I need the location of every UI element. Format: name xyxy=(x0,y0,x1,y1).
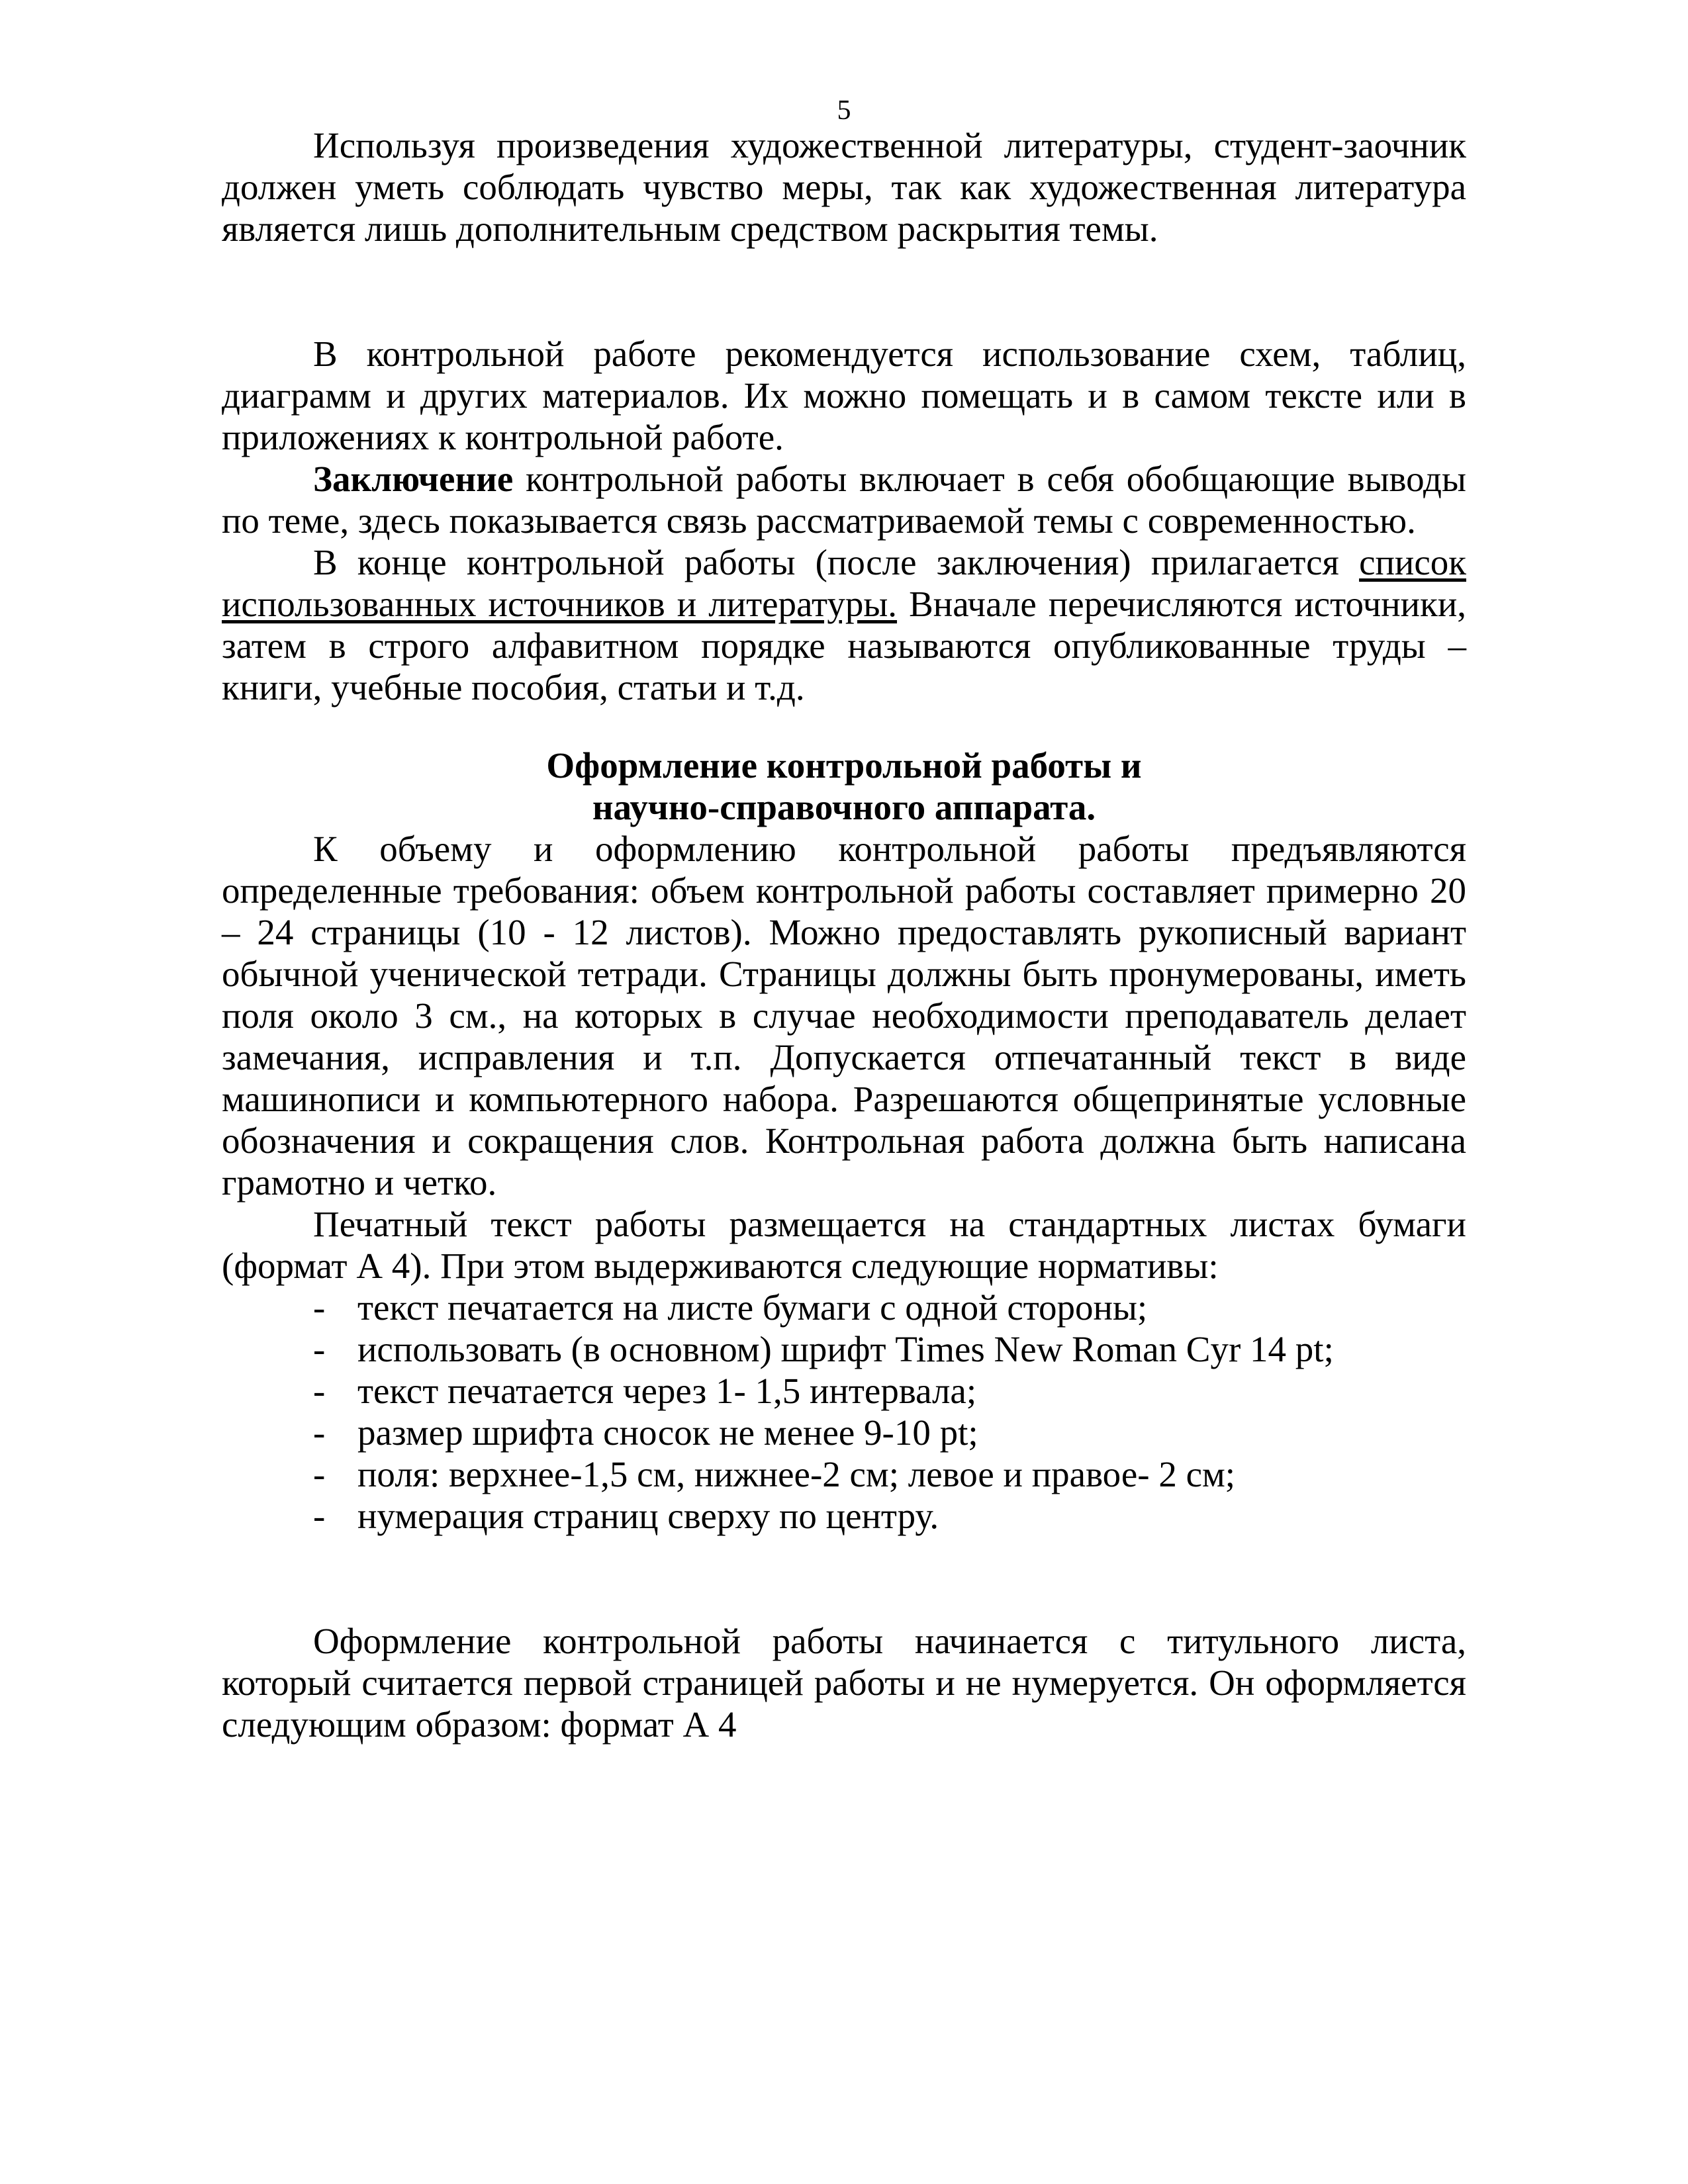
paragraph-printed-text: Печатный текст работы размещается на стандартных листах бумаги (формат А 4). При этом выдерживаются следующие нормативы: xyxy=(222,1204,1466,1286)
section-heading-line-1: Оформление контрольной работы и xyxy=(546,745,1142,786)
list-item: - использовать (в основном) шрифт Times New Roman Cyr 14 pt; xyxy=(313,1329,1334,1369)
paragraph-sources-list xyxy=(222,541,1466,708)
list-dash: - xyxy=(313,1371,326,1411)
list-item: - нумерация страниц сверху по центру. xyxy=(313,1496,939,1536)
section-heading-line-2: научно-справочного аппарата. xyxy=(592,787,1096,827)
sources-intro: В конце контрольной работы (после заключения) прилагается xyxy=(313,542,1360,582)
paragraph-schemes-tables: В контрольной работе рекомендуется использование схем, таблиц, диаграмм и других материалов. Их можно помещать и в самом тексте или в приложениях к контрольной работе. xyxy=(222,334,1466,457)
list-dash: - xyxy=(313,1412,326,1453)
conclusion-text: контрольной работы включает в себя обобщающие выводы по теме, здесь показывается связь рассматриваемой темы с современностью. xyxy=(222,459,1466,541)
section-heading xyxy=(222,745,1466,828)
list-dash: - xyxy=(313,1496,326,1536)
list-dash: - xyxy=(313,1329,326,1369)
page-content xyxy=(222,124,1466,1745)
list-item: - текст печатается на листе бумаги с одной стороны; xyxy=(313,1287,1148,1328)
paragraph-literature-usage: Используя произведения художественной литературы, студент-заочник должен уметь соблюдать чувство меры, так как художественная литература является лишь дополнительным средством раскрытия темы. xyxy=(222,125,1466,249)
paragraph-volume-requirements: К объему и оформлению контрольной работы предъявляются определенные требования: объем контрольной работы составляет примерно 20 – 24 страницы (10 - 12 листов). Можно предоставлять рукописный вариант обычной ученической тетради. Страницы должны быть пронумерованы, иметь поля около 3 см., на которых в случае необходимости преподаватель делает замечания, исправления и т.п. Допускается отпечатанный текст в виде машинописи и компьютерного набора. Разрешаются общепринятые условные обозначения и сокращения слов. Контрольная работа должна быть написана грамотно и четко. xyxy=(222,829,1466,1203)
paragraph-conclusion xyxy=(222,458,1466,541)
paragraph-title-page: Оформление контрольной работы начинается с титульного листа, который считается первой страницей работы и не нумеруется. Он оформляется следующим образом: формат А 4 xyxy=(222,1621,1466,1745)
list-item: - поля: верхнее-1,5 см, нижнее-2 см; левое и правое- 2 см; xyxy=(313,1454,1236,1494)
list-item: - текст печатается через 1- 1,5 интервала; xyxy=(313,1371,977,1411)
conclusion-term: Заключение xyxy=(313,459,514,499)
list-dash: - xyxy=(313,1454,326,1494)
sources-list-term: список использованных источников и литературы. xyxy=(222,542,1466,624)
list-item: - размер шрифта сносок не менее 9-10 pt; xyxy=(313,1412,978,1453)
norms-list xyxy=(222,1287,1466,1537)
page-number: 5 xyxy=(837,95,851,126)
sources-text: Вначале перечисляются источники, затем в строго алфавитном порядке называются опубликованные труды – книги, учебные пособия, статьи и т.д. xyxy=(222,584,1466,707)
list-dash: - xyxy=(313,1287,326,1328)
